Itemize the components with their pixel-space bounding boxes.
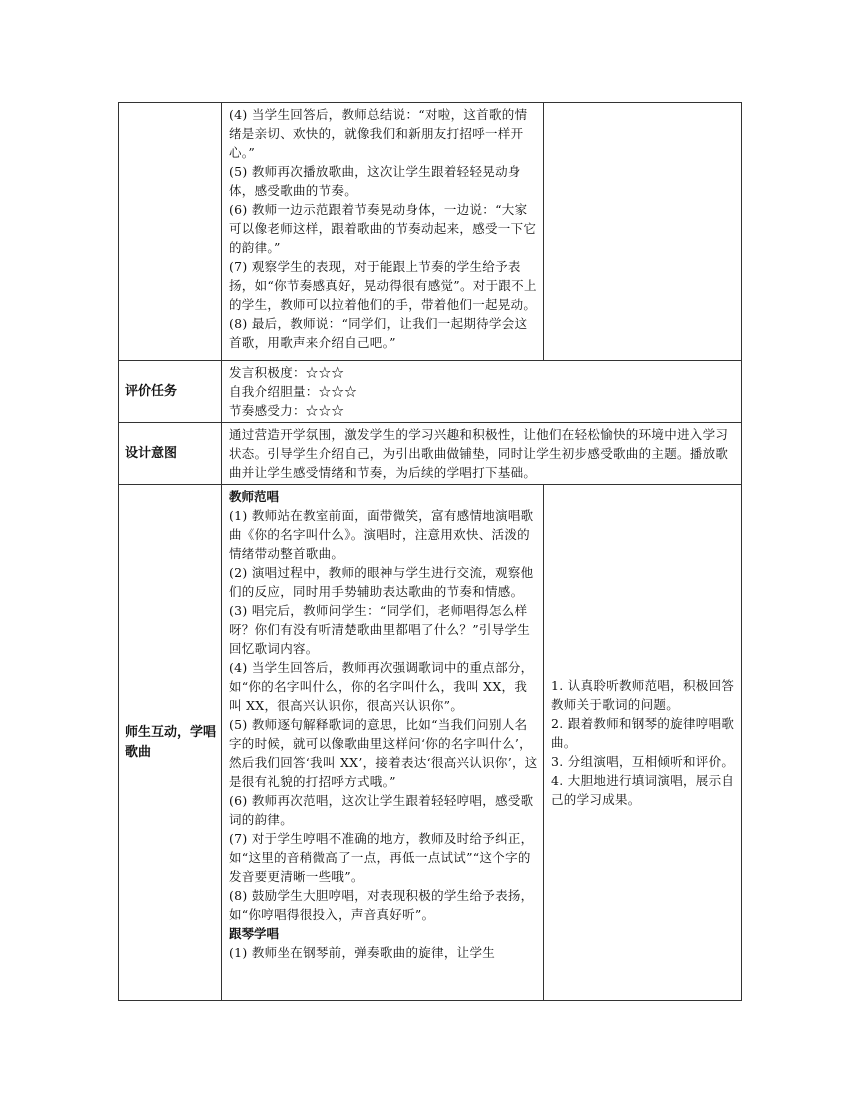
step-item: (1) 教师坐在钢琴前，弹奏歌曲的旋律，让学生 <box>229 945 496 960</box>
lesson-plan-table <box>118 102 742 1001</box>
step-item: (4) 当学生回答后，教师总结说：“对啦，这首歌的情绪是亲切、欢快的，就像我们和新朋友打招呼一样开心。” <box>229 107 528 160</box>
table-row <box>119 423 742 485</box>
step-item: (2) 演唱过程中，教师的眼神与学生进行交流，观察他们的反应，同时用手势辅助表达歌曲的节奏和情感。 <box>229 565 534 599</box>
student-activity-item: 1. 认真聆听教师范唱，积极回答教师关于歌词的问题。 <box>551 678 735 712</box>
student-activity-item: 3. 分组演唱，互相倾听和评价。 <box>551 754 735 769</box>
student-activity-item: 2. 跟着教师和钢琴的旋律哼唱歌曲。 <box>551 716 735 750</box>
design-intent-cell <box>222 423 742 485</box>
step-item: (5) 教师逐句解释歌词的意思，比如“当我们问别人名字的时候，就可以像歌曲里这样问‘你的名字叫什么’，然后我们回答‘我叫 XX’，接着表达‘很高兴认识你’，这是很有礼貌的打招呼方式哦。” <box>229 717 538 789</box>
row-label-interaction: 师生互动，学唱歌曲 <box>119 485 222 1001</box>
evaluation-item: 发言积极度：☆☆☆ <box>229 365 345 380</box>
table-row <box>119 103 742 361</box>
step-item: (5) 教师再次播放歌曲，这次让学生跟着轻轻晃动身体，感受歌曲的节奏。 <box>229 164 521 198</box>
step-item: (7) 观察学生的表现，对于能跟上节奏的学生给予表扬，如“你节奏感真好，晃动得很有感觉”。对于跟不上的学生，教师可以拉着他们的手，带着他们一起晃动。 <box>229 259 537 312</box>
step-item: (8) 鼓励学生大胆哼唱，对表现积极的学生给予表扬，如“你哼唱得很投入，声音真好听”。 <box>229 888 534 922</box>
process-cell <box>222 485 544 1001</box>
student-activity-cell <box>544 103 742 361</box>
evaluation-item: 节奏感受力：☆☆☆ <box>229 403 345 418</box>
step-item: (4) 当学生回答后，教师再次强调歌词中的重点部分，如“你的名字叫什么，你的名字叫什么，我叫 XX，我叫 XX，很高兴认识你，很高兴认识你”。 <box>229 660 534 713</box>
row-label-design-intent: 设计意图 <box>119 423 222 485</box>
evaluation-cell <box>222 361 742 423</box>
evaluation-item: 自我介绍胆量：☆☆☆ <box>229 384 358 399</box>
student-activity-item: 4. 大胆地进行填词演唱，展示自己的学习成果。 <box>551 773 735 807</box>
step-item: (7) 对于学生哼唱不准确的地方，教师及时给予纠正，如“这里的音稍微高了一点，再低一点试试”“这个字的发音要更清晰一些哦”。 <box>229 831 534 884</box>
table-row <box>119 485 742 1001</box>
row-label-evaluation: 评价任务 <box>119 361 222 423</box>
step-item: (8) 最后，教师说：“同学们，让我们一起期待学会这首歌，用歌声来介绍自己吧。” <box>229 316 528 350</box>
row-label <box>119 103 222 361</box>
section-heading: 跟琴学唱 <box>229 926 280 941</box>
student-activity-cell <box>544 485 742 1001</box>
section-heading: 教师范唱 <box>229 489 280 504</box>
table-row <box>119 361 742 423</box>
step-item: (6) 教师再次范唱，这次让学生跟着轻轻哼唱，感受歌词的韵律。 <box>229 793 534 827</box>
process-cell <box>222 103 544 361</box>
step-item: (3) 唱完后，教师问学生：“同学们，老师唱得怎么样呀？你们有没有听清楚歌曲里都唱了什么？”引导学生回忆歌词内容。 <box>229 603 531 656</box>
step-item: (6) 教师一边示范跟着节奏晃动身体，一边说：“大家可以像老师这样，跟着歌曲的节奏动起来，感受一下它的韵律。” <box>229 202 537 255</box>
step-item: (1) 教师站在教室前面，面带微笑，富有感情地演唱歌曲《你的名字叫什么》。演唱时，注意用欢快、活泼的情绪带动整首歌曲。 <box>229 508 534 561</box>
design-intent-text: 通过营造开学氛围，激发学生的学习兴趣和积极性，让他们在轻松愉快的环境中进入学习状态。引导学生介绍自己，为引出歌曲做铺垫，同时让学生初步感受歌曲的主题。播放歌曲并让学生感受情绪和节奏，为后续的学唱打下基础。 <box>229 427 729 480</box>
